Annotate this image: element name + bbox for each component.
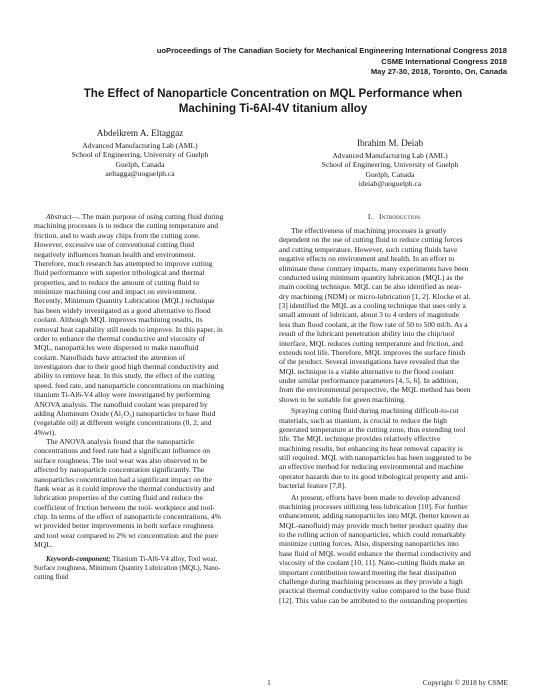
- text-line: surface roughness. The tool wear was also observed to be: [34, 455, 208, 465]
- paper-title-line2: Machining Ti-6Al-4V titanium alloy: [178, 102, 368, 115]
- keywords: [34, 555, 264, 582]
- text-line: 4%wt).: [34, 427, 57, 437]
- conference-header-line3: May 27-30, 2018, Toronto, On, Canada: [370, 67, 507, 76]
- text-line: dependent on the use of cutting fluid to reduce cutting forces: [279, 235, 463, 245]
- conference-header-line1: uoProceedings of The Canadian Society for Mechanical Engineering International Congress 2018: [156, 46, 507, 55]
- text-line: The ANOVA analysis found that the nanoparticle: [46, 437, 195, 446]
- text-line: concentrations and feed rate had a significant influence on: [34, 446, 211, 456]
- text-line: minimize cutting forces. Also, dispersing nanoparticles into: [279, 539, 459, 549]
- text-line: cutting fluid: [34, 572, 69, 581]
- text-line: At present, efforts have been made to develop advanced: [291, 492, 460, 502]
- keywords-label: Keywords-component;: [46, 554, 111, 563]
- abstract-paragraph-1: [34, 212, 264, 437]
- author-email: aeltagga@uoguelph.ca: [105, 169, 175, 179]
- text-line: [12]. This value can be attributed to the outstanding properties: [279, 595, 468, 605]
- text-line: ability to remove heat. In this study, the effect of the cutting: [34, 371, 215, 381]
- text-line: materials, such as titanium, is crucial to reduce the high: [279, 415, 447, 425]
- paper-title-line1: The Effect of Nanoparticle Concentration on MQL Performance when: [83, 87, 463, 100]
- text-line: an effective method for reducing environmental and machine: [279, 462, 464, 472]
- text-line: Recently, Minimum Quantity Lubrication (MQL) technique: [34, 296, 215, 306]
- text-line: . The main purpose of using cutting fluid during: [78, 212, 224, 221]
- text-line: enhancement, adding nanoparticles into MQL (better known as: [279, 511, 470, 521]
- text-line: operator hazards due to its good tribological property and anti-: [279, 471, 469, 481]
- text-line: coefficient of friction between the tool- workpiece and tool-: [34, 502, 215, 512]
- text-line: interface, MQL reduces cutting temperature and friction, and: [279, 338, 463, 348]
- text-line: small amount of lubricant, about 3 to 4 orders of magnitude: [279, 310, 460, 320]
- text-line: affected by nanoparticle concentration significantly. The: [34, 465, 205, 475]
- text-line: MQL.: [34, 540, 53, 550]
- text-line: viscosity of the coolant [10, 11]. Nano-cutting fluids make an: [279, 558, 465, 568]
- text-line: removal heat capability still needs to improve. In this paper, in: [34, 324, 223, 334]
- text-line: speed, feed rate, and nanoparticle concentrations on machining: [34, 380, 225, 390]
- text-line: Titanium Ti-Al6-V4 alloy, Tool wear,: [110, 554, 218, 563]
- text-line: Spraying cutting fluid during machining difficult-to-cut: [291, 406, 459, 416]
- text-line: MQL, nanoparticles were dispersed to make nanofluid: [34, 343, 199, 353]
- introduction-column: [279, 212, 509, 605]
- author-block-2: [290, 137, 490, 189]
- author-affiliation-line: School of Engineering, University of Guelph: [321, 160, 459, 170]
- text-line: result of the lubricant penetration ability into the chip/tool: [279, 329, 455, 339]
- conference-header-line2: CSME International Congress 2018: [381, 56, 507, 66]
- page-number: 1: [267, 678, 271, 687]
- text-line: nanoparticles concentration had a significant impact on the: [34, 474, 212, 484]
- author-affiliation-line: Guelph, Canada: [115, 159, 165, 169]
- text-line: and cutting temperature. However, such cutting fluids have: [279, 244, 458, 254]
- text-line: still required. MQL with nanoparticles has been suggested to be: [279, 453, 472, 462]
- intro-paragraph-2: [279, 406, 509, 490]
- author-affiliation-line: School of Engineering, University of Guelph: [71, 150, 209, 160]
- text-line: titanium Ti-Al6-V4 alloy were investigated by performing: [34, 390, 211, 400]
- text-line: lubrication properties of the cutting fluid and reduce the: [34, 493, 203, 503]
- intro-paragraph-3: [279, 493, 509, 606]
- text-line: negative effects on environment and health. In an effort to: [279, 254, 455, 264]
- text-line: life. The MQL technique provides relatively effective: [279, 434, 441, 444]
- text-line: bacterial feature [7,8].: [279, 481, 347, 491]
- text-line: main cooling technique. MQL can be also identified as near-: [279, 282, 462, 292]
- paper-title: [30, 86, 516, 116]
- text-line: investigators due to their good high thermal conductivity and: [34, 362, 219, 371]
- text-line: Surface roughness, Minimum Quantity Lubrication (MQL), Nano-: [34, 563, 221, 572]
- author-affiliation-line: Guelph, Canada: [365, 169, 415, 179]
- author-name: Abdelkrem A. Eltaggaz: [96, 128, 184, 138]
- text-line: from the environmental perspective, the MQL method has been: [279, 385, 471, 395]
- text-line: (vegetable oil) at different weight concentrations (0, 2, and: [34, 418, 212, 428]
- text-line: chip. In terms of the effect of nanoparticle concentrations, 4%: [34, 512, 221, 521]
- text-line: dry machining (NDM) or micro-lubrication [1, 2]. Klocke et al.: [279, 291, 471, 301]
- text-line: friction, and to wash away chips from the cutting zone.: [34, 230, 201, 240]
- conference-header: [37, 46, 507, 78]
- text-line: important contribution toward meeting the heat dissipation: [279, 567, 457, 577]
- text-line: less than flood coolant, at the flow rate of 50 to 500 ml/h. As a: [279, 319, 468, 329]
- author-name: Ibrahim M. Deiab: [356, 138, 424, 148]
- text-line: machining processes utilizing less lubrication [10]. For further: [279, 501, 468, 511]
- text-line: Therefore, much research has attempted to improve cutting: [34, 258, 213, 268]
- text-line: negatively influences human health and environment.: [34, 249, 196, 259]
- author-block-1: [40, 127, 240, 179]
- text-line: minimize machining cost and impact on environment.: [34, 287, 197, 296]
- text-line: MQL technique is a viable alternative to the flood coolant: [279, 366, 454, 376]
- text-line: wt provided better improvements in both surface roughness: [34, 521, 214, 531]
- text-line: machining results, but enhancing its heat removal capacity is: [279, 443, 463, 453]
- text-line: Introduction: [379, 212, 421, 221]
- author-affiliation-line: Advanced Manufacturing Lab (AML): [332, 151, 448, 160]
- text-line: generated temperature at the cutting zone, thus extending tool: [279, 424, 466, 434]
- author-affiliation-line: Advanced Manufacturing Lab (AML): [82, 141, 198, 150]
- text-line: under similar performance parameters [4, 5, 6]. In addition,: [279, 376, 459, 385]
- text-line: to the rolling action of nanoparticles, which could remarkably: [279, 530, 466, 539]
- text-line: eliminate these contrary impacts, many experiments have been: [279, 263, 469, 273]
- section-heading-introduction: [279, 212, 509, 222]
- text-line: challenge during machining processes as they provide a high: [279, 576, 463, 586]
- text-line: has been widely investigated as a good alternative to flood: [34, 305, 211, 315]
- text-line: MQL-nanofluid) may provide much better product quality due: [279, 520, 468, 530]
- text-line: The effectiveness of machining processes is greatly: [291, 226, 447, 235]
- text-line: I.: [367, 212, 373, 221]
- text-line: extends tool life. Therefore, MQL improves the surface finish: [279, 347, 466, 357]
- text-line: of the product. Several investigations have revealed that the: [279, 357, 460, 367]
- text-line: practical thermal conductivity value compared to the base fluid: [279, 586, 470, 596]
- abstract-paragraph-2: [34, 437, 264, 550]
- text-line: conducted using minimum quantity lubrication (MQL) as the: [279, 272, 464, 282]
- text-line: and tool wear compared to 2% wt concentration and the pure: [34, 530, 218, 540]
- text-line: order to enhance the thermal conductive and viscosity of: [34, 333, 206, 343]
- text-line: fluid performance with superior tribological and thermal: [34, 268, 205, 278]
- text-line: shown to be suitable for green machining.: [279, 394, 406, 404]
- text-line: coolant. Nanofluids have attracted the attention of: [34, 352, 186, 362]
- text-line: machining processes is to reduce the cutting temperature and: [34, 221, 218, 231]
- copyright-notice: Copyright © 2018 by CSME: [422, 678, 508, 687]
- text-line: adding Aluminum Oxide (Al₂O₃) nanoparticles to base fluid: [34, 408, 216, 418]
- abstract-column: [34, 212, 264, 582]
- intro-paragraph-1: [279, 226, 509, 404]
- text-line: coolant. Although MQL improves machining results, its: [34, 315, 203, 325]
- text-line: properties, and to reduce the amount of cutting fluid to: [34, 277, 200, 287]
- text-line: [3] identified the MQL as a cooling technique that uses only a: [279, 301, 466, 310]
- text-line: However, excessive use of conventional cutting fluid: [34, 240, 195, 250]
- text-line: flank wear as it could improve the thermal conductivity and: [34, 483, 215, 493]
- abstract-label: Abstract—: [46, 212, 79, 221]
- text-line: base fluid of MQL would enhance the thermal conductivity and: [279, 548, 471, 558]
- text-line: ANOVA analysis. The nanofluid coolant was prepared by: [34, 399, 208, 409]
- author-email: ideiab@uoguelph.ca: [358, 179, 422, 189]
